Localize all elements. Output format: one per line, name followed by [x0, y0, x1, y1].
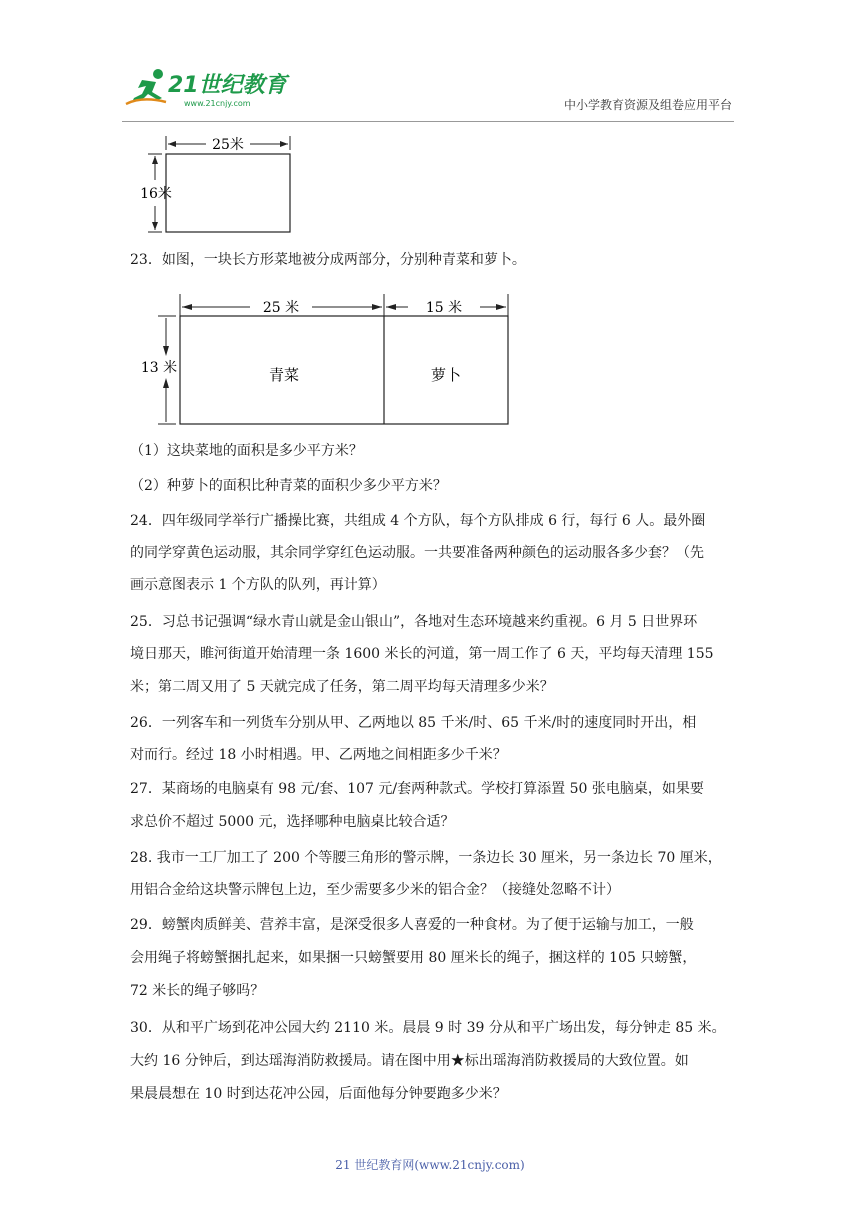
rectangle-figure-1	[138, 132, 298, 236]
question-23-sub-2: （2）种萝卜的面积比种青菜的面积少多少平方米？	[130, 478, 447, 494]
vegetable-plot-figure	[138, 292, 518, 428]
question-29-line-2: 会用绳子将螃蟹捆扎起来，如果捆一只螃蟹要用 80 厘米长的绳子，捆这样的 105 只螃蟹，	[130, 950, 697, 966]
question-27-line-1: 27．某商场的电脑桌有 98 元/套、107 元/套两种款式。学校打算添置 50 张电脑桌，如果要	[130, 781, 704, 797]
question-24-line-3: 画示意图表示 1 个方队的队列，再计算）	[130, 577, 386, 593]
question-24-line-2: 的同学穿黄色运动服，其余同学穿红色运动服。一共要准备两种颜色的运动服各多少套？（先	[130, 545, 704, 561]
question-23-sub-1: （1）这块菜地的面积是多少平方米？	[130, 443, 363, 459]
height-label-13: 13 米	[140, 360, 178, 376]
question-25-line-2: 境日那天，睢河街道开始清理一条 1600 米长的河道，第一周工作了 6 天，平均每天清理 155	[130, 646, 714, 662]
question-26-line-1: 26．一列客车和一列货车分别从甲、乙两地以 85 千米/时、65 千米/时的速度同时开出，相	[130, 715, 697, 731]
left-width-label: 25 米	[262, 300, 300, 316]
question-25-line-1: 25．习总书记强调“绿水青山就是金山银山”，各地对生态环境越来约重视。6 月 5 日世界环	[130, 614, 698, 630]
question-26-line-2: 对而行。经过 18 小时相遇。甲、乙两地之间相距多少千米？	[130, 747, 507, 763]
question-29-line-1: 29．螃蟹肉质鲜美、营养丰富，是深受很多人喜爱的一种食材。为了便于运输与加工，一般	[130, 917, 694, 933]
question-30-line-2: 大约 16 分钟后，到达瑶海消防救援局。请在图中用★标出瑶海消防救援局的大致位置。如	[130, 1053, 689, 1069]
region-qingcai: 青菜	[268, 366, 300, 384]
page-header	[0, 0, 860, 122]
region-luobo: 萝卜	[430, 366, 462, 384]
runner-logo-icon	[122, 68, 172, 108]
header-divider	[122, 121, 734, 122]
logo-url: www.21cnjy.com	[184, 99, 251, 108]
right-width-label: 15 米	[425, 300, 463, 316]
page-footer: 21 世纪教育网(www.21cnjy.com)	[335, 1158, 525, 1172]
question-29-line-3: 72 米长的绳子够吗？	[130, 983, 265, 999]
question-27-line-2: 求总价不超过 5000 元，选择哪种电脑桌比较合适？	[130, 814, 455, 830]
height-label: 16米	[140, 186, 172, 202]
width-label: 25米	[212, 137, 244, 153]
question-28-line-2: 用铝合金给这块警示牌包上边，至少需要多少米的铝合金？（接缝处忽略不计）	[130, 882, 620, 898]
question-30-line-1: 30．从和平广场到花冲公园大约 2110 米。晨晨 9 时 39 分从和平广场出发，每分钟走 85 米。	[130, 1020, 726, 1036]
question-25-line-3: 米；第二周又用了 5 天就完成了任务，第二周平均每天清理多少米？	[130, 679, 554, 695]
logo-text: 21世纪教育	[168, 73, 287, 98]
question-28-line-1: 28. 我市一工厂加工了 200 个等腰三角形的警示牌，一条边长 30 厘米，另一条边长 70 厘米，	[130, 850, 722, 866]
logo	[122, 66, 292, 116]
question-30-line-3: 果晨晨想在 10 时到达花冲公园，后面他每分钟要跑多少米？	[130, 1086, 507, 1102]
question-23: 23．如图，一块长方形菜地被分成两部分，分别种青菜和萝卜。	[130, 252, 526, 268]
question-24-line-1: 24．四年级同学举行广播操比赛，共组成 4 个方队，每个方队排成 6 行，每行 6 人。最外圈	[130, 513, 706, 529]
platform-name: 中小学教育资源及组卷应用平台	[563, 98, 732, 112]
